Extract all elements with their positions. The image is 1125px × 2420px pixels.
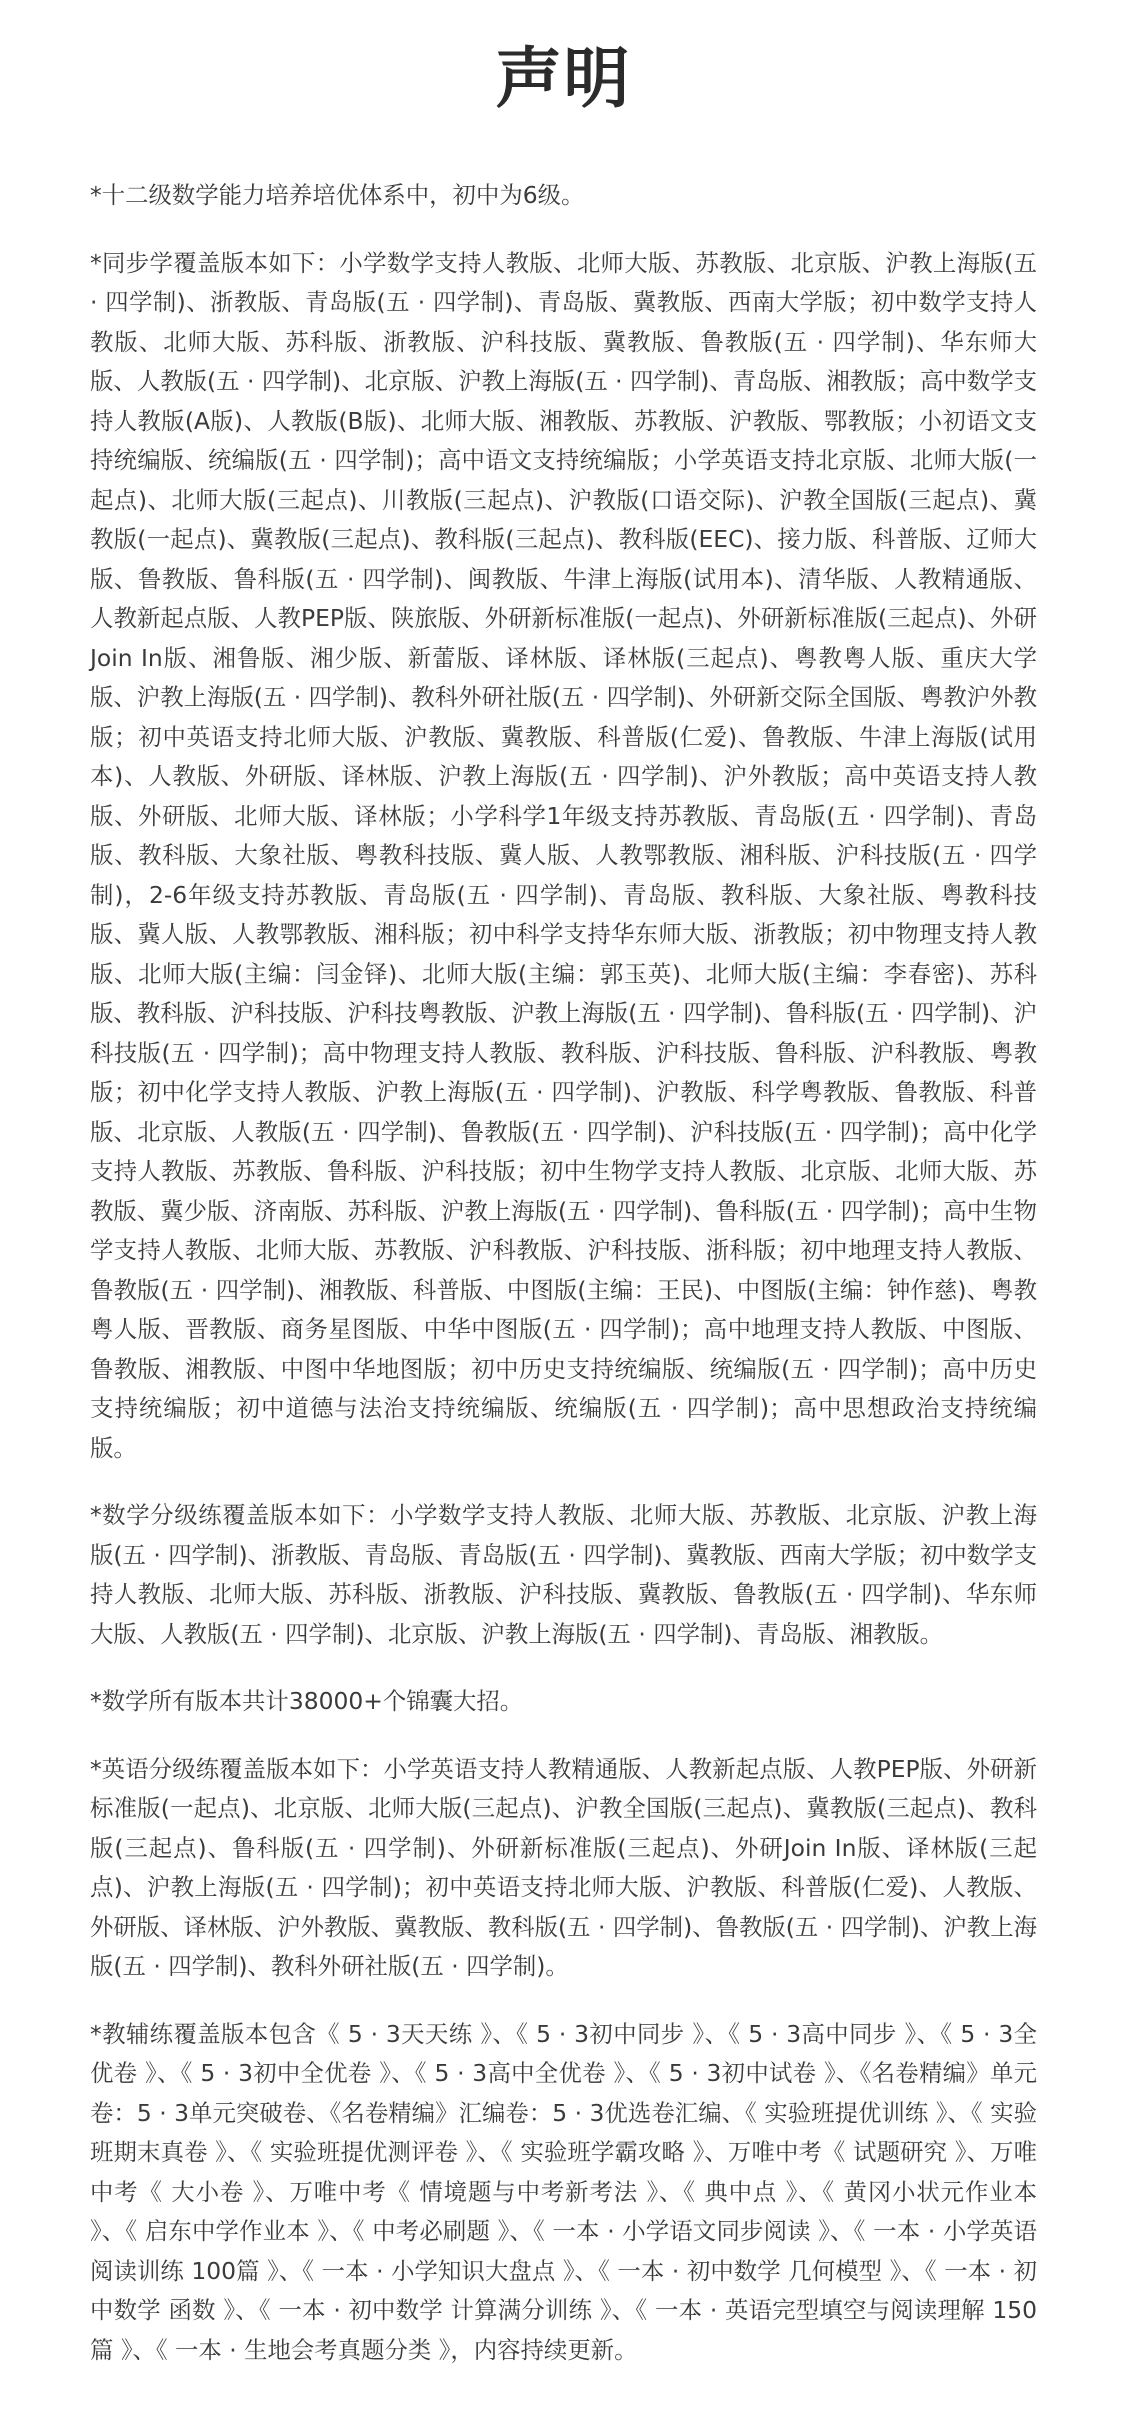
statement-paragraph-math-tips-count: *数学所有版本共计38000+个锦囊大招。 <box>90 1687 524 1715</box>
statement-paragraph-english-graded-versions: *英语分级练覆盖版本如下：小学英语支持人教精通版、人教新起点版、人教PEP版、外研新标准版(一起点)、北京版、北师大版(三起点)、沪教全国版(三起点)、冀教版(三起点)、教科版(三起点)、鲁科版(五 · 四学制)、外研新标准版(三起点)、外研Join In版、译林版(三起点)、沪教上海版(五 · 四学制)；初中英语支持北师大版、沪教版、科普版(仁爱)、人教版、外研版、译林版、沪外教版、冀教版、教科版(五 · 四学制)、鲁教版(五 · 四学制)、沪教上海版(五 · 四学制)、教科外研社版(五 · 四学制)。 <box>90 1754 1037 1980</box>
statement-paragraph-level-system: *十二级数学能力培养培优体系中，初中为6级。 <box>90 181 585 209</box>
statement-content <box>90 176 1037 2370</box>
statement-paragraph-sync-versions: *同步学覆盖版本如下：小学数学支持人教版、北师大版、苏教版、北京版、沪教上海版(五 · 四学制)、浙教版、青岛版(五 · 四学制)、青岛版、冀教版、西南大学版；初中数学支持人教版、北师大版、苏科版、浙教版、沪科技版、冀教版、鲁教版(五 · 四学制)、华东师大版、人教版(五 · 四学制)、北京版、沪教上海版(五 · 四学制)、青岛版、湘教版；高中数学支持人教版(A版)、人教版(B版)、北师大版、湘教版、苏教版、沪教版、鄂教版；小初语文支持统编版、统编版(五 · 四学制)；高中语文支持统编版；小学英语支持北京版、北师大版(一起点)、北师大版(三起点)、川教版(三起点)、沪教版(口语交际)、沪教全国版(三起点)、冀教版(一起点)、冀教版(三起点)、教科版(三起点)、教科版(EEC)、接力版、科普版、辽师大版、鲁教版、鲁科版(五 · 四学制)、闽教版、牛津上海版(试用本)、清华版、人教精通版、人教新起点版、人教PEP版、陕旅版、外研新标准版(一起点)、外研新标准版(三起点)、外研Join In版、湘鲁版、湘少版、新蕾版、译林版、译林版(三起点)、粤教粤人版、重庆大学版、沪教上海版(五 · 四学制)、教科外研社版(五 · 四学制)、外研新交际全国版、粤教沪外教版；初中英语支持北师大版、沪教版、冀教版、科普版(仁爱)、鲁教版、牛津上海版(试用本)、人教版、外研版、译林版、沪教上海版(五 · 四学制)、沪外教版；高中英语支持人教版、外研版、北师大版、译林版；小学科学1年级支持苏教版、青岛版(五 · 四学制)、青岛版、教科版、大象社版、粤教科技版、冀人版、人教鄂教版、湘科版、沪科技版(五 · 四学制)，2-6年级支持苏教版、青岛版(五 · 四学制)、青岛版、教科版、大象社版、粤教科技版、冀人版、人教鄂教版、湘科版；初中科学支持华东师大版、浙教版；初中物理支持人教版、北师大版(主编：闫金铎)、北师大版(主编：郭玉英)、北师大版(主编：李春密)、苏科版、教科版、沪科技版、沪科技粤教版、沪教上海版(五 · 四学制)、鲁科版(五 · 四学制)、沪科技版(五 · 四学制)；高中物理支持人教版、教科版、沪科技版、鲁科版、沪科教版、粤教版；初中化学支持人教版、沪教上海版(五 · 四学制)、沪教版、科学粤教版、鲁教版、科普版、北京版、人教版(五 · 四学制)、鲁教版(五 · 四学制)、沪科技版(五 · 四学制)；高中化学支持人教版、苏教版、鲁科版、沪科技版；初中生物学支持人教版、北京版、北师大版、苏教版、冀少版、济南版、苏科版、沪教上海版(五 · 四学制)、鲁科版(五 · 四学制)；高中生物学支持人教版、北师大版、苏教版、沪科教版、沪科技版、浙科版；初中地理支持人教版、鲁教版(五 · 四学制)、湘教版、科普版、中图版(主编：王民)、中图版(主编：钟作慈)、粤教粤人版、晋教版、商务星图版、中华中图版(五 · 四学制)；高中地理支持人教版、中图版、鲁教版、湘教版、中图中华地图版；初中历史支持统编版、统编版(五 · 四学制)；高中历史支持统编版；初中道德与法治支持统编版、统编版(五 · 四学制)；高中思想政治支持统编版。 <box>90 248 1037 1462</box>
statement-paragraph-math-graded-versions: *数学分级练覆盖版本如下：小学数学支持人教版、北师大版、苏教版、北京版、沪教上海版(五 · 四学制)、浙教版、青岛版、青岛版(五 · 四学制)、冀教版、西南大学版；初中数学支持人教版、北师大版、苏科版、浙教版、沪科技版、冀教版、鲁教版(五 · 四学制)、华东师大版、人教版(五 · 四学制)、北京版、沪教上海版(五 · 四学制)、青岛版、湘教版。 <box>90 1501 1037 1648</box>
page-title: 声明 <box>495 40 632 117</box>
statement-paragraph-workbook-versions: *教辅练覆盖版本包含《 5 · 3天天练 》、《 5 · 3初中同步 》、《 5 · 3高中同步 》、《 5 · 3全优卷 》、《 5 · 3初中全优卷 》、《 5 · 3高中全优卷 》、《 5 · 3初中试卷 》、《名卷精编》单元卷：5 · 3单元突破卷、《名卷精编》汇编卷：5 · 3优选卷汇编、《 实验班提优训练 》、《 实验班期末真卷 》、《 实验班提优测评卷 》、《 实验班学霸攻略 》、万唯中考《 试题研究 》、万唯中考《 大小卷 》、万唯中考《 情境题与中考新考法 》、《 典中点 》、《 黄冈小状元作业本 》、《 启东中学作业本 》、《 中考必刷题 》、《 一本 · 小学语文同步阅读 》、《 一本 · 小学英语阅读训练 100篇 》、《 一本 · 小学知识大盘点 》、《 一本 · 初中数学 几何模型 》、《 一本 · 初中数学 函数 》、《 一本 · 初中数学 计算满分训练 》、《 一本 · 英语完型填空与阅读理解 150篇 》、《 一本 · 生地会考真题分类 》，内容持续更新。 <box>90 2019 1037 2364</box>
